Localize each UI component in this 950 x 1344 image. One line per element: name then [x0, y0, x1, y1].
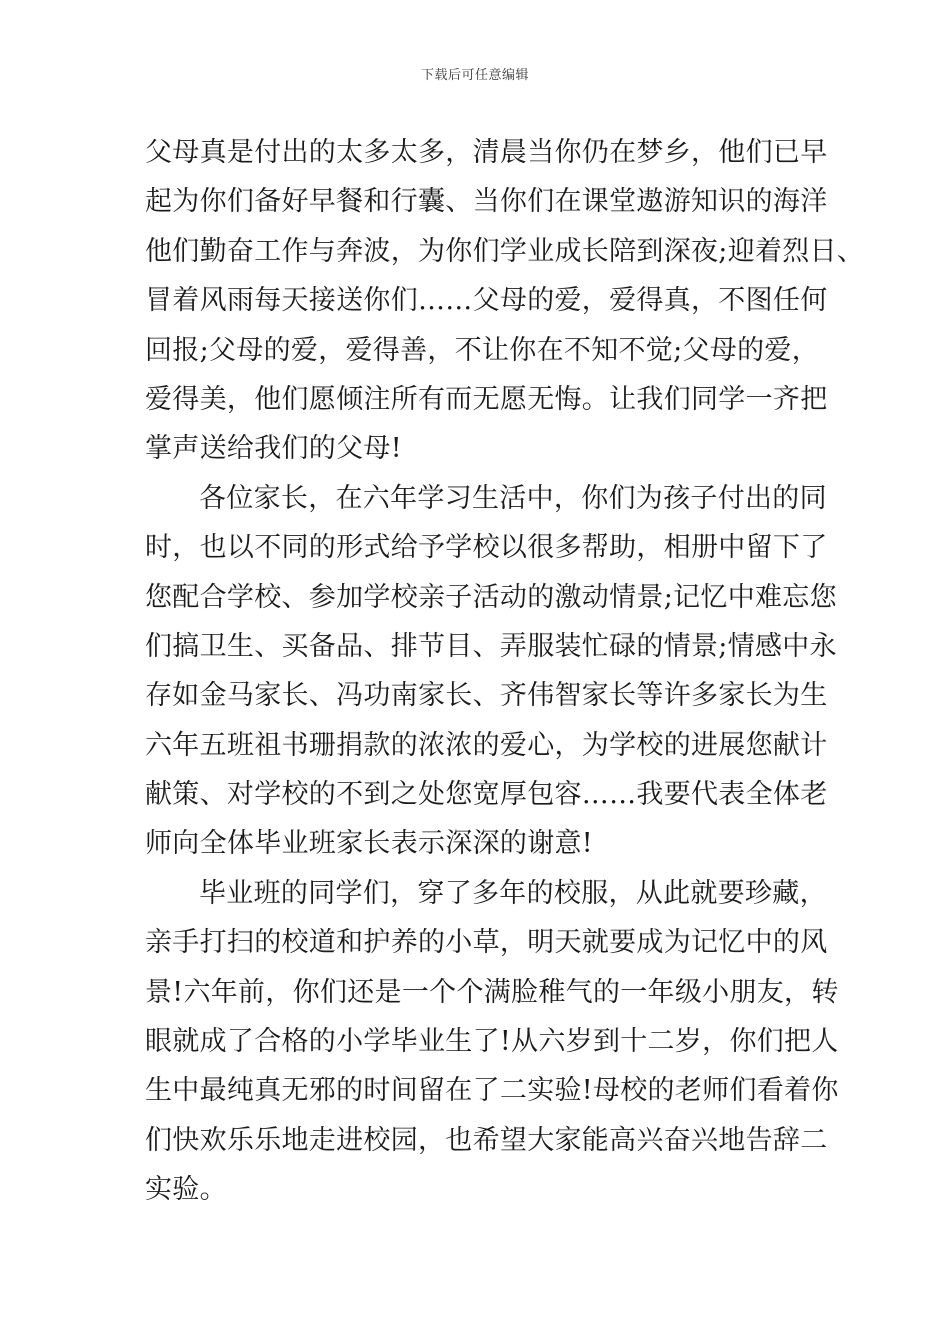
paragraph-2-line-5: 存如金马家长、冯功南家长、齐伟智家长等许多家长为生	[145, 680, 828, 712]
paragraph-2-line-3: 您配合学校、参加学校亲子活动的激动情景;记忆中难忘您	[145, 581, 837, 613]
paragraph-1-line-5: 回报;父母的爱，爱得善，不让你在不知不觉;父母的爱，	[145, 334, 819, 366]
paragraph-1-line-2: 起为你们备好早餐和行囊、当你们在课堂遨游知识的海洋	[145, 186, 828, 218]
page-header-note: 下载后可任意编辑	[420, 68, 529, 83]
document-body	[145, 128, 865, 1215]
paragraph-1-line-1: 父母真是付出的太多太多，清晨当你仍在梦乡，他们已早	[145, 137, 828, 168]
paragraph-2-line-1: 各位家长，在六年学习生活中，你们为孩子付出的同	[199, 482, 827, 514]
paragraph-2-line-7: 献策、对学校的不到之处您宽厚包容……我要代表全体老	[145, 779, 828, 811]
paragraph-2-line-8: 师向全体毕业班家长表示深深的谢意!	[145, 828, 593, 860]
paragraph-3-line-7: 实验。	[145, 1174, 227, 1206]
paragraph-2-line-4: 们搞卫生、买备品、排节目、弄服装忙碌的情景;情感中永	[145, 630, 837, 662]
paragraph-1-line-3: 他们勤奋工作与奔波，为你们学业成长陪到深夜;迎着烈日、	[145, 235, 865, 267]
paragraph-3-line-5: 生中最纯真无邪的时间留在了二实验!母校的老师们看着你	[145, 1075, 839, 1107]
paragraph-3-line-4: 眼就成了合格的小学毕业生了!从六岁到十二岁，你们把人	[145, 1026, 839, 1058]
paragraph-2-line-6: 六年五班祖书珊捐款的浓浓的爱心，为学校的进展您献计	[145, 729, 828, 761]
paragraph-3-line-3: 景!六年前，你们还是一个个满脸稚气的一年级小朋友，转	[145, 976, 839, 1008]
paragraph-1-line-4: 冒着风雨每天接送你们……父母的爱，爱得真，不图任何	[145, 285, 828, 317]
paragraph-1-line-7: 掌声送给我们的父母!	[145, 433, 402, 465]
paragraph-3-line-1: 毕业班的同学们，穿了多年的校服，从此就要珍藏，	[199, 877, 827, 909]
paragraph-3-line-2: 亲手打扫的校道和护养的小草，明天就要成为记忆中的风	[145, 927, 828, 959]
paragraph-2-line-2: 时，也以不同的形式给予学校以很多帮助，相册中留下了	[145, 532, 828, 564]
paragraph-3-line-6: 们快欢乐乐地走进校园，也希望大家能高兴奋兴地告辞二	[145, 1124, 828, 1156]
paragraph-1-line-6: 爱得美，他们愿倾注所有而无愿无悔。让我们同学一齐把	[145, 383, 828, 415]
